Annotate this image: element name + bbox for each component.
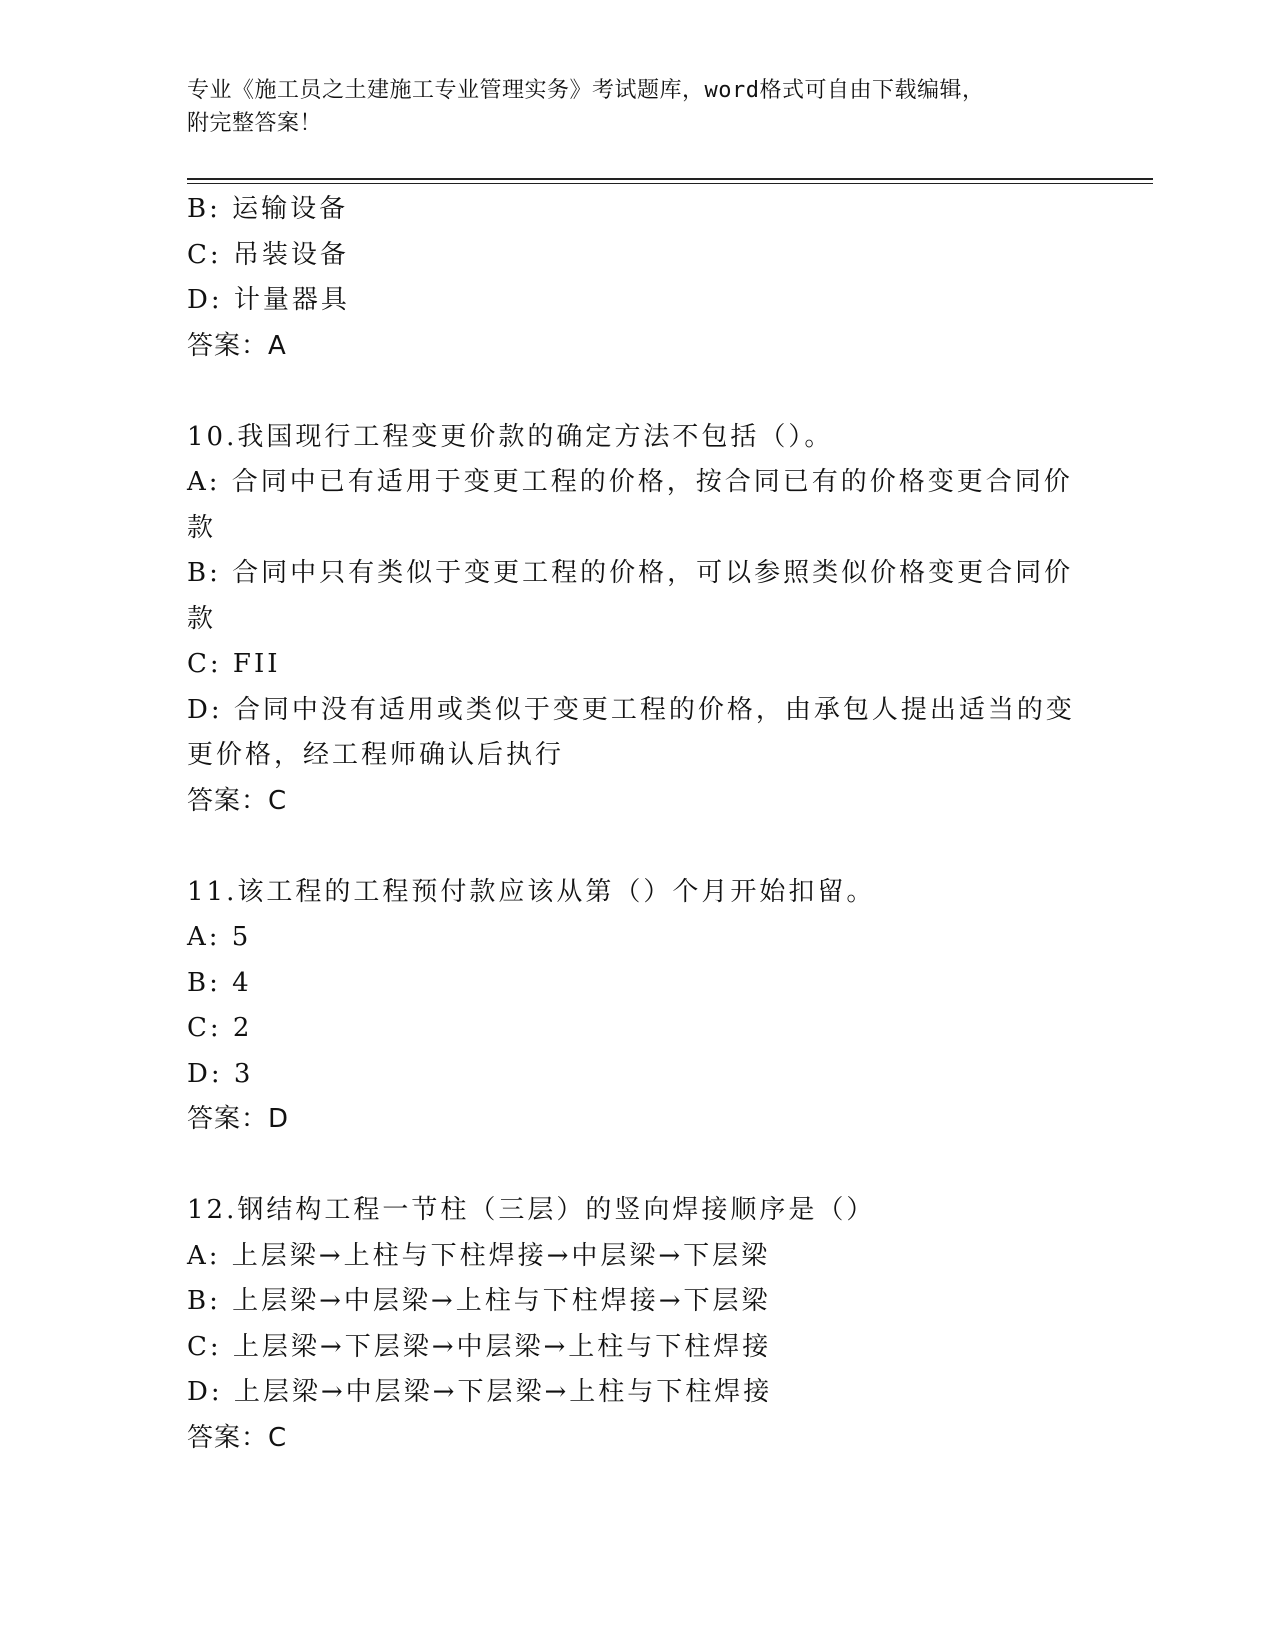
answer-line: 答案：D [187,1104,290,1134]
option-c: C: FII [187,649,281,679]
page-header [187,74,1067,140]
answer-line: 答案：A [187,330,287,361]
option-a: A: 5 [187,922,252,952]
option-a: A: 上层梁→上柱与下柱焊接→中层梁→下层梁 [187,1240,771,1271]
option-d: D: 3 [187,1058,254,1089]
question-12 [187,1188,1087,1461]
option-d: D: 上层梁→中层梁→下层梁→上柱与下柱焊接 [187,1377,773,1407]
question-text: 12.钢结构工程一节柱（三层）的竖向焊接顺序是（） [187,1195,876,1225]
option-d: D: 合同中没有适用或类似于变更工程的价格，由承包人提出适当的变 [187,694,1075,725]
answer-line: 答案：C [187,785,288,816]
option-c: C: 上层梁→下层梁→中层梁→上柱与下柱焊接 [187,1331,772,1362]
option-a: A: 合同中已有适用于变更工程的价格，按合同已有的价格变更合同价 [187,467,1073,497]
question-text: 10.我国现行工程变更价款的确定方法不包括（）。 [187,421,834,452]
option-b-wrap: 款 [187,603,217,634]
question-10 [187,415,1087,825]
option-c: C: 吊装设备 [187,239,349,270]
option-b: B: 上层梁→中层梁→上柱与下柱焊接→下层梁 [187,1286,771,1316]
option-b: B: 合同中只有类似于变更工程的价格，可以参照类似价格变更合同价 [187,558,1074,588]
header-line-2: 附完整答案！ [187,111,323,136]
header-divider-thin [187,183,1153,184]
option-b: B: 运输设备 [187,194,349,224]
option-b: B: 4 [187,967,252,998]
exam-content [187,187,1087,1461]
answer-line: 答案：C [187,1422,288,1453]
header-line-1: 专业《施工员之土建施工专业管理实务》考试题库，word格式可自由下载编辑， [187,78,985,103]
question-9-continuation [187,187,1087,369]
header-divider-thick [187,178,1153,180]
spacer [187,824,1087,870]
spacer [187,1143,1087,1189]
option-c: C: 2 [187,1013,253,1043]
option-d-wrap: 更价格，经工程师确认后执行 [187,740,565,770]
option-d: D: 计量器具 [187,285,350,315]
question-text: 11.该工程的工程预付款应该从第（）个月开始扣留。 [187,876,876,907]
option-a-wrap: 款 [187,512,217,543]
spacer [187,369,1087,415]
question-11 [187,870,1087,1143]
